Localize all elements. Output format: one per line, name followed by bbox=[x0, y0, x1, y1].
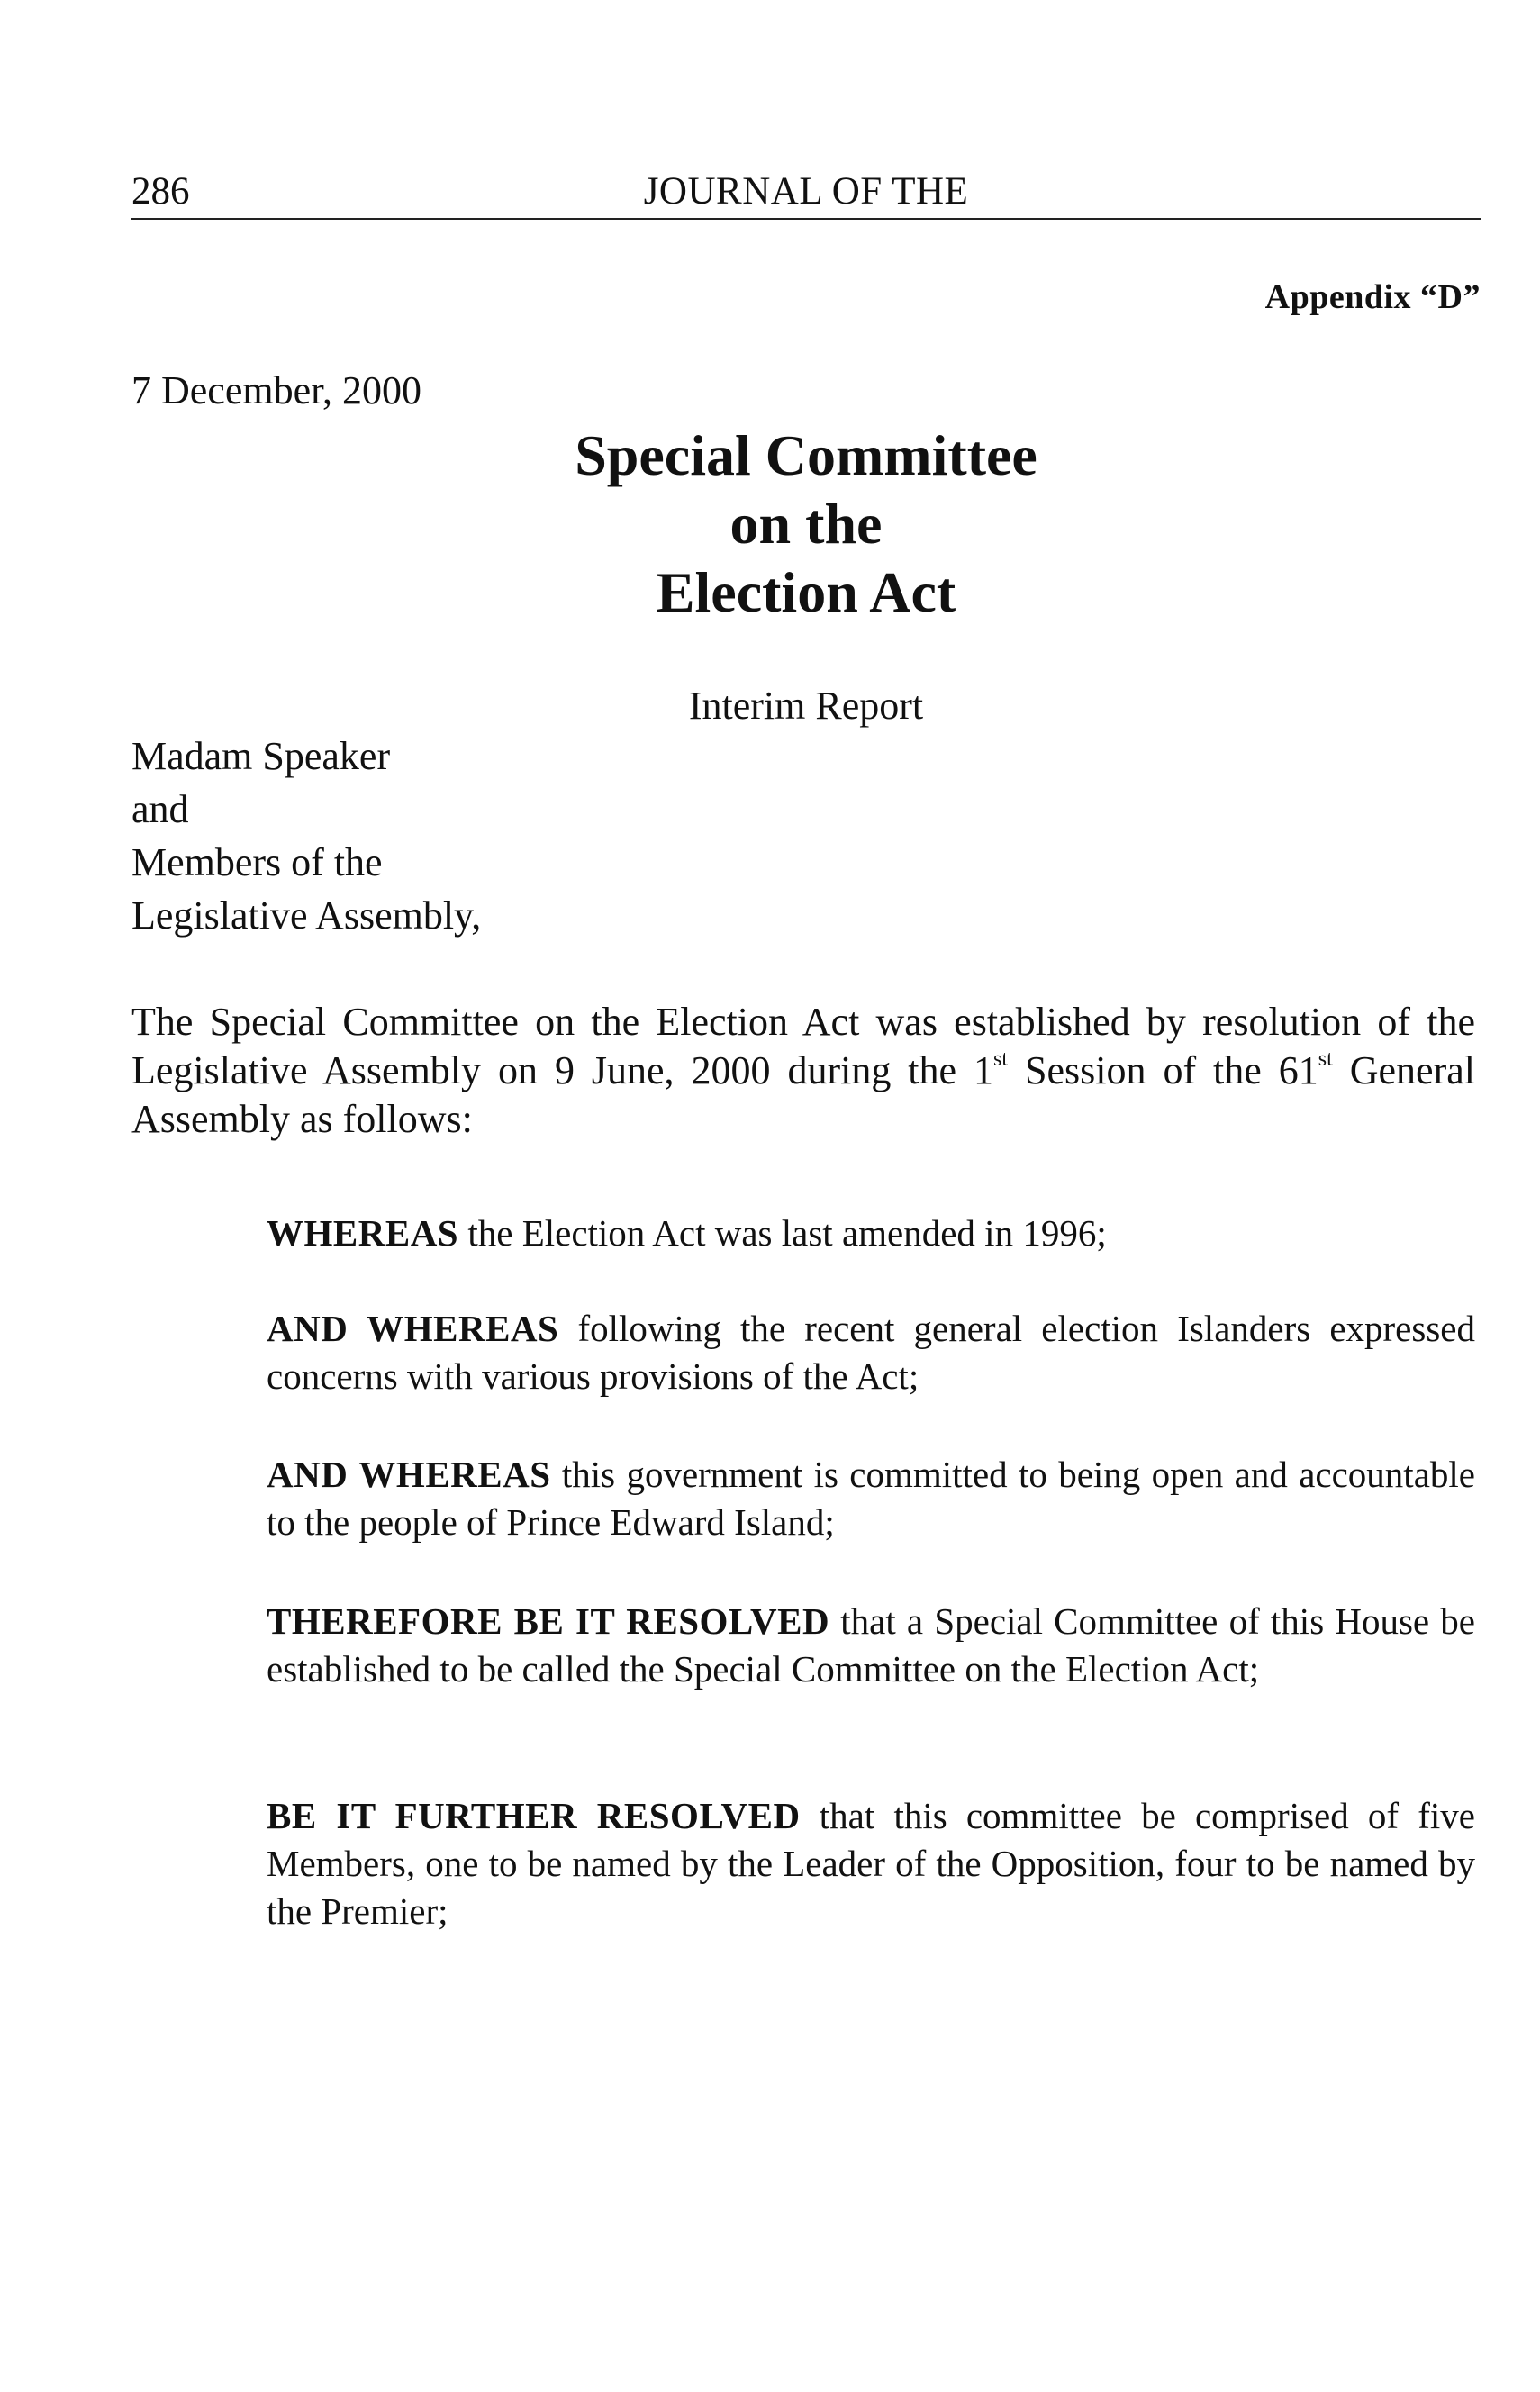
intro-text-2: Session of the 61 bbox=[1008, 1048, 1318, 1092]
clause-lead: THEREFORE BE IT RESOLVED bbox=[267, 1600, 830, 1642]
salutation bbox=[131, 729, 481, 942]
intro-superscript-1: st bbox=[993, 1047, 1009, 1071]
clause-lead: WHEREAS bbox=[267, 1212, 459, 1254]
clause-whereas-2 bbox=[267, 1305, 1475, 1400]
clause-lead: BE IT FURTHER RESOLVED bbox=[267, 1795, 801, 1836]
clause-text: the Election Act was last amended in 1996; bbox=[458, 1212, 1107, 1254]
running-header-title: JOURNAL OF THE bbox=[643, 170, 969, 213]
report-date: 7 December, 2000 bbox=[131, 368, 422, 412]
salutation-line-4: Legislative Assembly, bbox=[131, 893, 482, 938]
title-line-1: Special Committee bbox=[575, 423, 1037, 487]
intro-paragraph bbox=[131, 998, 1475, 1144]
clause-text: that this committee be comprised of five Members, one to be named by the Leader of the Opposition, four to be named by the Premier; bbox=[267, 1795, 1475, 1932]
page-number: 286 bbox=[131, 170, 190, 213]
salutation-line-1: Madam Speaker bbox=[131, 734, 391, 778]
salutation-line-3: Members of the bbox=[131, 840, 383, 884]
intro-text-3: General Assembly as follows: bbox=[131, 1048, 1475, 1141]
appendix-label: Appendix “D” bbox=[1264, 278, 1481, 316]
report-subtitle: Interim Report bbox=[688, 684, 924, 728]
clause-lead: AND WHEREAS bbox=[267, 1454, 551, 1495]
clause-text: that a Special Committee of this House be established to be called the Special Committee on the Election Act; bbox=[267, 1600, 1476, 1690]
clause-text: this government is committed to being open and accountable to the people of Prince Edward Island; bbox=[267, 1454, 1475, 1543]
header-rule bbox=[131, 218, 1481, 220]
intro-superscript-2: st bbox=[1318, 1047, 1333, 1071]
clause-lead: AND WHEREAS bbox=[267, 1308, 559, 1349]
intro-text-1: The Special Committee on the Election Act was established by resolution of the Legislative Assembly on 9 June, 2000 during the 1 bbox=[131, 1000, 1475, 1092]
clause-whereas-1 bbox=[267, 1210, 1475, 1257]
salutation-line-2: and bbox=[131, 787, 189, 831]
clause-whereas-3 bbox=[267, 1451, 1475, 1546]
title-line-2: on the bbox=[729, 492, 883, 556]
clause-resolved-1 bbox=[267, 1598, 1475, 1693]
clause-text: following the recent general election Islanders expressed concerns with various provisions of the Act; bbox=[267, 1308, 1475, 1397]
clause-resolved-2 bbox=[267, 1792, 1475, 1935]
title-line-3: Election Act bbox=[656, 560, 956, 624]
